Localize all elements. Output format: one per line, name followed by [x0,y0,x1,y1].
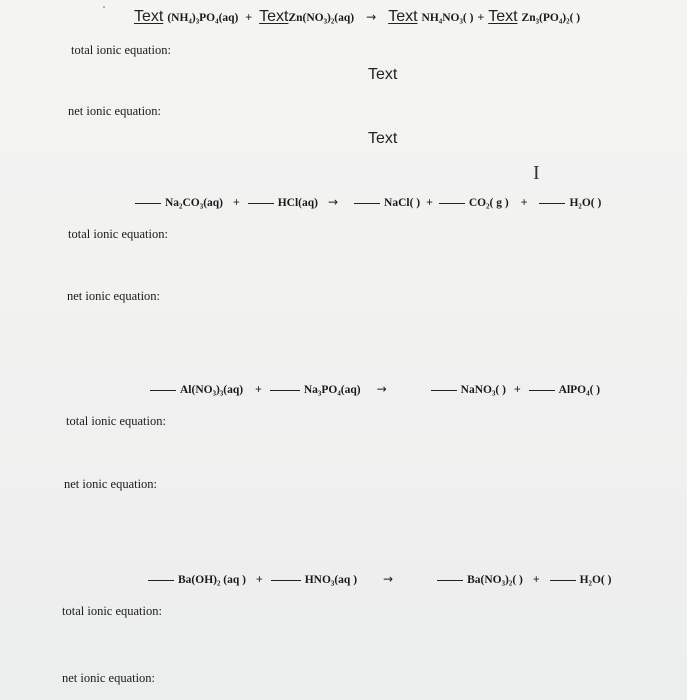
net-ionic-label-3: net ionic equation: [64,477,158,491]
plus-sign: + [255,574,263,586]
equation-1 [134,8,580,26]
reactant-2: HNO₃(aq ) [304,574,358,586]
coefficient-blank[interactable] [539,203,565,204]
coefficient-blank[interactable] [135,203,161,204]
reactant-1: Al(NO₃)₃(aq) [180,384,244,396]
coefficient-blank[interactable] [550,580,576,581]
coefficient-blank[interactable] [271,580,301,581]
coefficient-blank[interactable] [270,390,300,391]
net-ionic-label-4: net ionic equation: [62,671,156,685]
coefficient-blank[interactable] [248,203,274,204]
reactant-1: Na₂CO₃(aq) [165,197,224,209]
product-2: CO₂( g ) [468,197,509,209]
coefficient-blank[interactable] [148,580,174,581]
net-ionic-label-1: net ionic equation: [68,104,162,118]
plus-sign: + [513,384,521,396]
product-1: Ba(NO₃)₂( ) [467,574,523,586]
total-ionic-label-2: total ionic equation: [68,227,168,241]
plus-sign: + [233,197,240,209]
equation-3 [150,380,600,398]
coefficient-blank[interactable] [431,390,457,391]
total-ionic-label-1: total ionic equation: [71,43,171,57]
product-2: AlPO₄( ) [558,384,601,396]
text-box-1[interactable]: Text [368,66,398,83]
plus-sign: + [520,197,528,209]
total-ionic-label-4: total ionic equation: [62,604,162,618]
text-cursor-icon: I [533,162,540,184]
product-2: Zn₃(PO₄)₂( ) [521,12,581,24]
product-1: NH₄NO₃( ) [421,12,474,24]
product-3: H₂O( ) [569,197,602,209]
text-box-2[interactable]: Text [368,130,398,147]
product-1: NaCl( ) [384,197,421,209]
plus-sign: + [426,197,433,209]
reactant-2: Zn(NO₃)₂(aq) [288,12,355,24]
product-1: NaNO₃( ) [460,384,506,396]
net-ionic-label-2: net ionic equation: [67,289,161,303]
total-ionic-label-3: total ionic equation: [66,414,166,428]
reaction-arrow: → [327,195,339,209]
text-placeholder-4[interactable]: Text [488,8,518,25]
product-2: H₂O( ) [579,574,612,586]
paper-speck [103,6,105,8]
equation-2 [135,193,601,211]
coefficient-blank[interactable] [529,390,555,391]
plus-sign: + [255,384,262,396]
equation-4 [148,570,611,588]
text-placeholder-1[interactable]: Text [134,8,164,25]
plus-sign: + [245,12,253,24]
reactant-1: (NH₄)₃PO₄(aq) [167,12,239,24]
reactant-1: Ba(OH)₂ (aq ) [178,574,246,586]
text-placeholder-3[interactable]: Text [388,8,418,25]
plus-sign: + [477,12,485,24]
coefficient-blank[interactable] [354,203,380,204]
text-placeholder-2[interactable]: Text [259,8,289,25]
reaction-arrow: → [383,572,394,586]
reaction-arrow: → [366,10,377,24]
coefficient-blank[interactable] [150,390,176,391]
reactant-2: HCl(aq) [277,197,318,209]
coefficient-blank[interactable] [439,203,465,204]
plus-sign: + [532,574,540,586]
reaction-arrow: → [376,382,387,396]
coefficient-blank[interactable] [437,580,463,581]
reactant-2: Na₃PO₄(aq) [303,384,361,396]
